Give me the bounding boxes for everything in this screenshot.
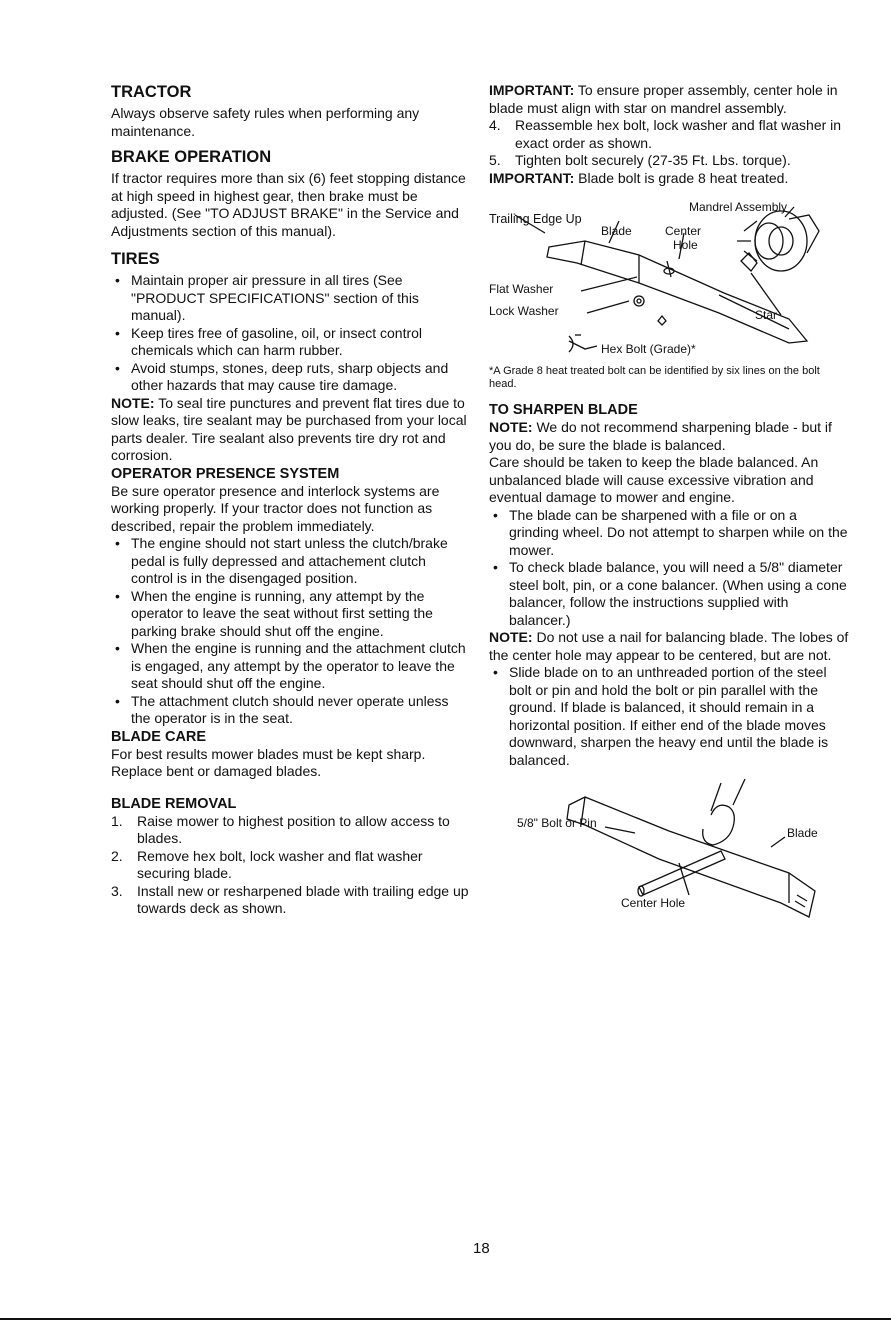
blade-balance-figure: [489, 775, 849, 925]
list-item: • To check blade balance, you will need a 5/8" diameter steel bolt, pin, or a cone balancer. (When using a cone balancer, follow the instructions supplied with balancer.): [489, 559, 849, 629]
note-label: NOTE:: [111, 394, 155, 411]
blade-removal-steps: [111, 813, 471, 918]
grade-8-footnote: *A Grade 8 heat treated bolt can be identified by six lines on the bolt head.: [489, 365, 820, 390]
list-item: • Maintain proper air pressure in all tires (See "PRODUCT SPECIFICATIONS" section of this manual).: [111, 272, 471, 325]
blade-assembly-figure: [489, 191, 849, 363]
blade-removal-heading: BLADE REMOVAL: [111, 795, 237, 812]
hex-bolt-label: Hex Bolt (Grade)*: [601, 342, 696, 356]
center-hole-label: Center Hole: [621, 896, 686, 910]
center-label: Center: [665, 224, 702, 238]
page-bottom-rule: [0, 1318, 891, 1320]
list-item: 5. Tighten bolt securely (27-35 Ft. Lbs. torque).: [489, 152, 791, 168]
note-label: NOTE:: [489, 419, 533, 435]
operator-presence-list: [111, 535, 471, 728]
brake-operation-heading: BRAKE OPERATION: [111, 148, 272, 166]
balance-list: [489, 664, 849, 769]
sharpen-blade-heading: TO SHARPEN BLADE: [489, 402, 638, 418]
blade-care-text: For best results mower blades must be kept sharp. Replace bent or damaged blades.: [111, 745, 426, 779]
brake-operation-text: If tractor requires more than six (6) feet stopping distance at high speed in highest gear, then brake must be adjusted. (See "TO ADJUST BRAKE" in the Service and Adjustments section of this manual).: [111, 170, 466, 239]
list-item: 3. Install new or resharpened blade with trailing edge up towards deck as shown.: [111, 882, 469, 916]
hole-label: Hole: [673, 238, 698, 252]
note-label: NOTE:: [489, 629, 533, 645]
tires-list: [111, 272, 471, 395]
operator-presence-heading: OPERATOR PRESENCE SYSTEM: [111, 465, 340, 482]
star-label: Star: [755, 308, 778, 322]
list-item: • The engine should not start unless the clutch/brake pedal is fully depressed and attachement clutch control is in the disengaged position.: [111, 535, 471, 588]
sharpen-list: [489, 507, 849, 630]
important-bolt-note: IMPORTANT: Blade bolt is grade 8 heat treated.: [489, 169, 789, 186]
tractor-text: Always observe safety rules when performing any maintenance.: [111, 105, 420, 139]
list-item: • Slide blade on to an unthreaded portion of the steel bolt or pin and hold the bolt or pin parallel with the ground. If blade is balanced, it should remain in a horizontal position. If either end of the blade moves downward, sharpen the heavy end until the blade is balanced.: [489, 664, 849, 769]
list-item: 4. Reassemble hex bolt, lock washer and flat washer in exact order as shown.: [489, 117, 842, 151]
bolt-or-pin-label: 5/8" Bolt or Pin: [517, 816, 597, 830]
blade-balance-text: Care should be taken to keep the blade balanced. An unbalanced blade will cause excessive vibration and eventual damage to mower and engine.: [489, 454, 819, 505]
list-item: • The blade can be sharpened with a file or on a grinding wheel. Do not attempt to sharpen while on the mower.: [489, 507, 849, 560]
list-item: • When the engine is running, any attempt by the operator to leave the seat without first setting the parking brake should shut off the engine.: [111, 588, 471, 641]
list-item: • The attachment clutch should never operate unless the operator is in the seat.: [111, 693, 471, 728]
important-assembly-note: IMPORTANT: To ensure proper assembly, center hole in blade must align with star on mandrel assembly.: [489, 82, 838, 116]
reassembly-steps: [489, 117, 849, 170]
list-item: 1. Raise mower to highest position to allow access to blades.: [111, 812, 450, 846]
operator-presence-text: Be sure operator presence and interlock systems are working properly. If your tractor does not function as described, repair the problem immediately.: [111, 482, 440, 534]
tires-heading: TIRES: [111, 250, 160, 268]
note-text: To seal tire punctures and prevent flat tires due to slow leaks, tire sealant may be purchased from your local parts dealer. Tire sealant also prevents tire dry rot and corrosion.: [111, 394, 467, 463]
lock-washer-label: Lock Washer: [489, 304, 559, 318]
nail-note: NOTE: Do not use a nail for balancing blade. The lobes of the center hole may appear to be centered, but are not.: [489, 629, 849, 663]
important-label: IMPORTANT:: [489, 82, 575, 98]
blade-care-heading: BLADE CARE: [111, 728, 207, 745]
right-column: [489, 82, 849, 925]
list-item: • Avoid stumps, stones, deep ruts, sharp objects and other hazards that may cause tire damage.: [111, 360, 471, 395]
mandrel-assembly-label: Mandrel Assembly: [689, 200, 788, 214]
blade-label: Blade: [601, 224, 632, 238]
tire-sealant-note: [111, 395, 471, 465]
trailing-edge-label: Trailing Edge Up: [489, 212, 582, 226]
tractor-heading: TRACTOR: [111, 83, 192, 101]
left-column: [111, 82, 471, 918]
important-label: IMPORTANT:: [489, 169, 575, 186]
list-item: 2. Remove hex bolt, lock washer and flat washer securing blade.: [111, 847, 423, 881]
blade-label: Blade: [787, 826, 818, 840]
flat-washer-label: Flat Washer: [489, 282, 554, 296]
page-number: 18: [473, 1240, 490, 1257]
list-item: • Keep tires free of gasoline, oil, or insect control chemicals which can harm rubber.: [111, 325, 471, 360]
sharpen-note: NOTE: We do not recommend sharpening blade - but if you do, be sure the blade is balanced.: [489, 419, 832, 453]
list-item: • When the engine is running and the attachment clutch is engaged, any attempt by the operator to leave the seat should shut off the engine.: [111, 640, 471, 693]
